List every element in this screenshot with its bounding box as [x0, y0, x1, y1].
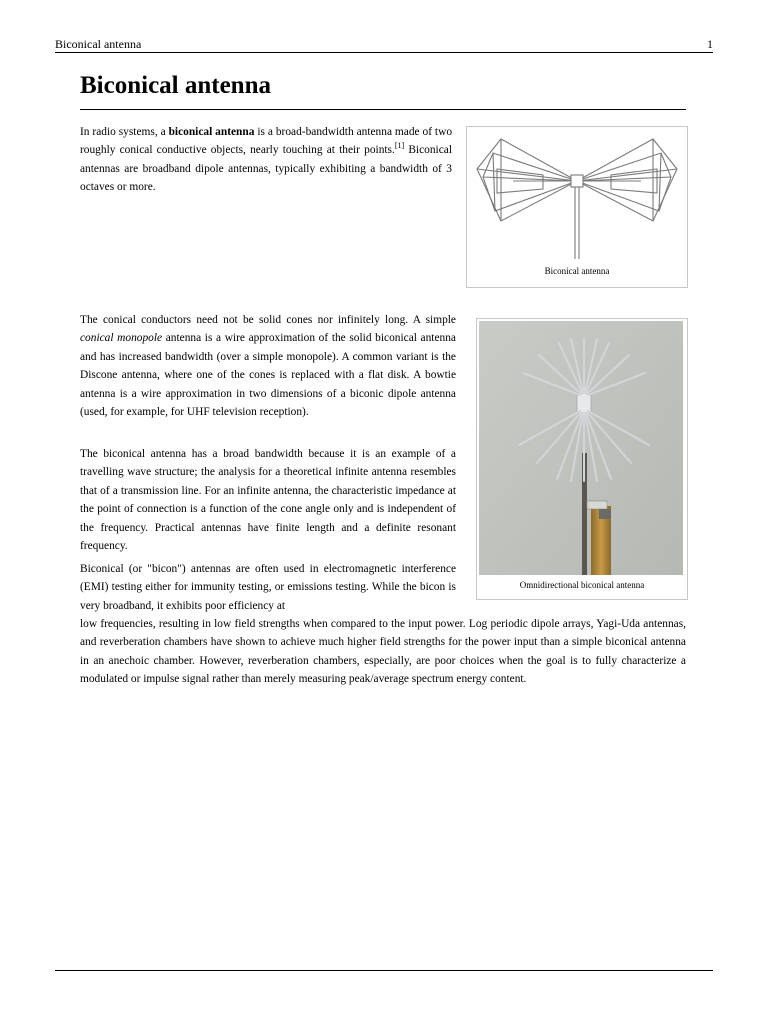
para2-text-b: antenna is a wire approximation of the solid biconical antenna and has increased bandwidth (over a simple monopole). A common variant is the Discone antenna, where one of the cones is replaced with a flat disk. A bowtie antenna is a wire approximation in two dimensions of a biconic dipole antenna (used, for example, for UHF television reception). [80, 332, 456, 419]
running-title: Biconical antenna [55, 37, 142, 51]
paragraph-conical-conductors [80, 311, 456, 421]
footer-rule [55, 970, 713, 971]
figure-omnidirectional-antenna [476, 318, 688, 600]
intro-paragraph [80, 123, 452, 197]
omnidirectional-antenna-photo [479, 321, 683, 575]
intro-text-a: In radio systems, a [80, 126, 169, 138]
term-bold: biconical antenna [168, 126, 255, 138]
running-header [55, 34, 713, 53]
figure-caption: Omnidirectional biconical antenna [519, 580, 645, 590]
term-italic: conical monopole [80, 332, 163, 345]
paragraph-broad-bandwidth: The biconical antenna has a broad bandwidth because it is an example of a travelling wave structure; the analysis for a theoretical infinite antenna resembles that of a transmission line. For an infinite antenna, the characteristic impedance at the point of connection is a function of the cone angle only and is independent of the frequency. Practical antennas have finite length and a definite resonant frequency. [80, 448, 456, 553]
figure-caption: Biconical antenna [544, 266, 610, 276]
biconical-antenna-drawing [473, 131, 681, 263]
figure-biconical-antenna [466, 126, 688, 288]
page-title: Biconical antenna [80, 70, 686, 110]
intro-text-c: Biconical antennas are broadband dipole antennas, typically exhibiting a bandwidth of 3 octaves or more. [80, 144, 452, 194]
para2-text-a: The conical conductors need not be solid cones nor infinitely long. A simple [80, 314, 456, 326]
page-number: 1 [707, 37, 713, 51]
citation-link[interactable]: [1] [394, 141, 405, 151]
paragraph-emi-testing: Biconical (or "bicon") antennas are often used in electromagnetic interference (EMI) testing either for immunity testing, or emissions testing. While the bicon is very broadband, it exhibits poor efficiency at [80, 563, 456, 612]
intro-text-b: is a broad-bandwidth antenna made of two roughly conical conductive objects, nearly touching at their points. [80, 126, 453, 157]
paragraph-emi-testing-continued: low frequencies, resulting in low field strengths when compared to the input power. Log periodic dipole arrays, Yagi-Uda antennas, and reverberation chambers have shown to achieve much higher field strengths for the power input than a simple biconical antenna in an anechoic chamber. However, reverberation chambers, especially, are poor choices when the goal is to fully characterize a modulated or impulse signal rather than merely measuring peak/average spectrum energy content. [80, 618, 686, 686]
